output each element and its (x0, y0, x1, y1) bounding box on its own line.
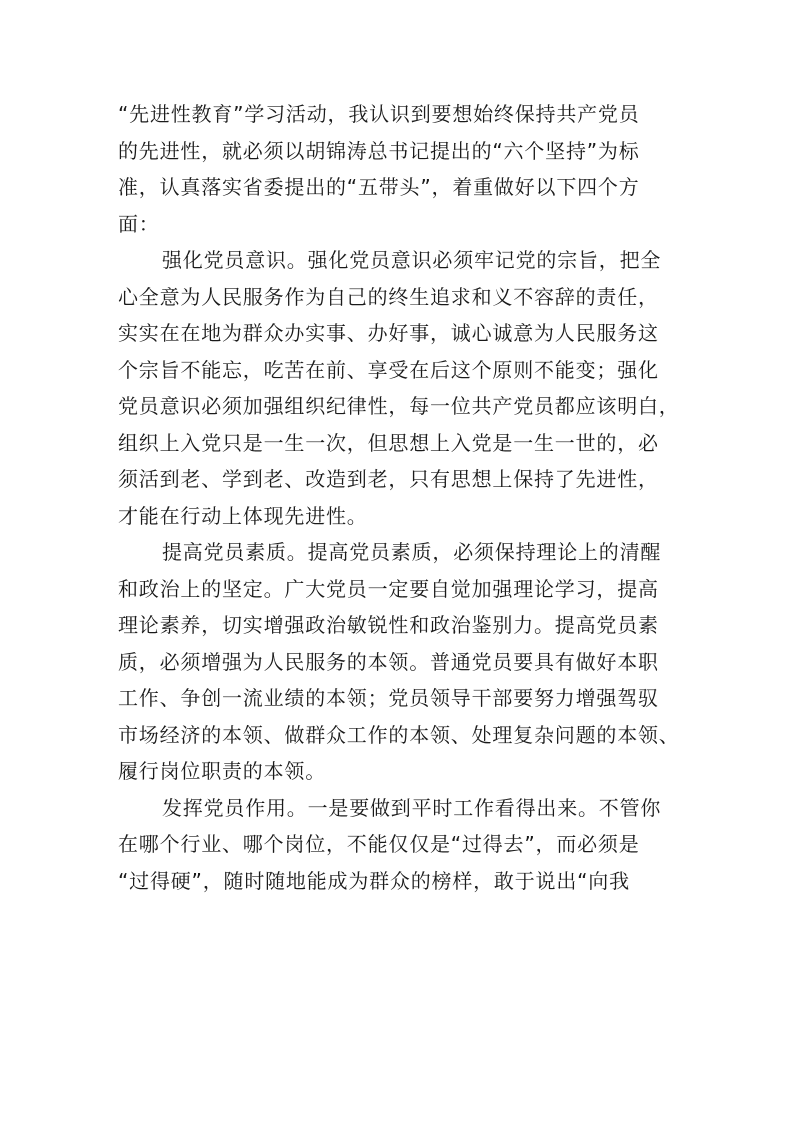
body-text (118, 96, 678, 899)
paragraph-member-role (118, 790, 678, 900)
paragraph-party-awareness (118, 242, 678, 534)
text-line: 强化党员意识。强化党员意识必须牢记党的宗旨，把全 (162, 248, 662, 272)
text-line: 提高党员素质。提高党员素质，必须保持理论上的清醒 (162, 540, 662, 564)
text-line: 在哪个行业、哪个岗位，不能仅仅是“过得去”，而必须是 (118, 832, 640, 856)
text-line: 发挥党员作用。一是要做到平时工作看得出来。不管你 (162, 795, 662, 820)
text-line: 组织上入党只是一生一次，但思想上入党是一生一世的，必 (118, 430, 659, 455)
text-line: 才能在行动上体现先进性。 (118, 503, 368, 528)
text-line: 须活到老、学到老、改造到老，只有思想上保持了先进性， (118, 467, 659, 491)
text-line: 工作、争创一流业绩的本领；党员领导干部要努力增强驾驭 (118, 686, 659, 710)
text-line: 质，必须增强为人民服务的本领。普通党员要具有做好本职 (118, 649, 659, 674)
text-line: 心全意为人民服务作为自己的终生追求和义不容辞的责任， (118, 284, 659, 309)
text-line: 和政治上的坚定。广大党员一定要自觉加强理论学习，提高 (118, 576, 659, 601)
text-line: 实实在在地为群众办实事、办好事，诚心诚意为人民服务这 (118, 321, 659, 345)
text-line: “先进性教育”学习活动，我认识到要想始终保持共产党员 (118, 102, 640, 126)
text-line: 面： (118, 211, 160, 236)
text-line: 个宗旨不能忘，吃苦在前、享受在后这个原则不能变；强化 (118, 357, 659, 382)
text-line: “过得硬”，随时随地能成为群众的榜样，敢于说出“向我 (118, 868, 630, 893)
text-line: 准，认真落实省委提出的“五带头”，着重做好以下四个方 (118, 175, 640, 199)
text-line: 市场经济的本领、做群众工作的本领、处理复杂问题的本领、 (118, 722, 680, 747)
paragraph-member-quality (118, 534, 678, 790)
text-line: 理论素养，切实增强政治敏锐性和政治鉴别力。提高党员素 (118, 613, 659, 637)
text-line: 党员意识必须加强组织纪律性，每一位共产党员都应该明白， (118, 394, 680, 418)
paragraph-intro (118, 96, 678, 242)
text-line: 的先进性，就必须以胡锦涛总书记提出的“六个坚持”为标 (118, 138, 640, 163)
text-line: 履行岗位职责的本领。 (118, 759, 326, 783)
